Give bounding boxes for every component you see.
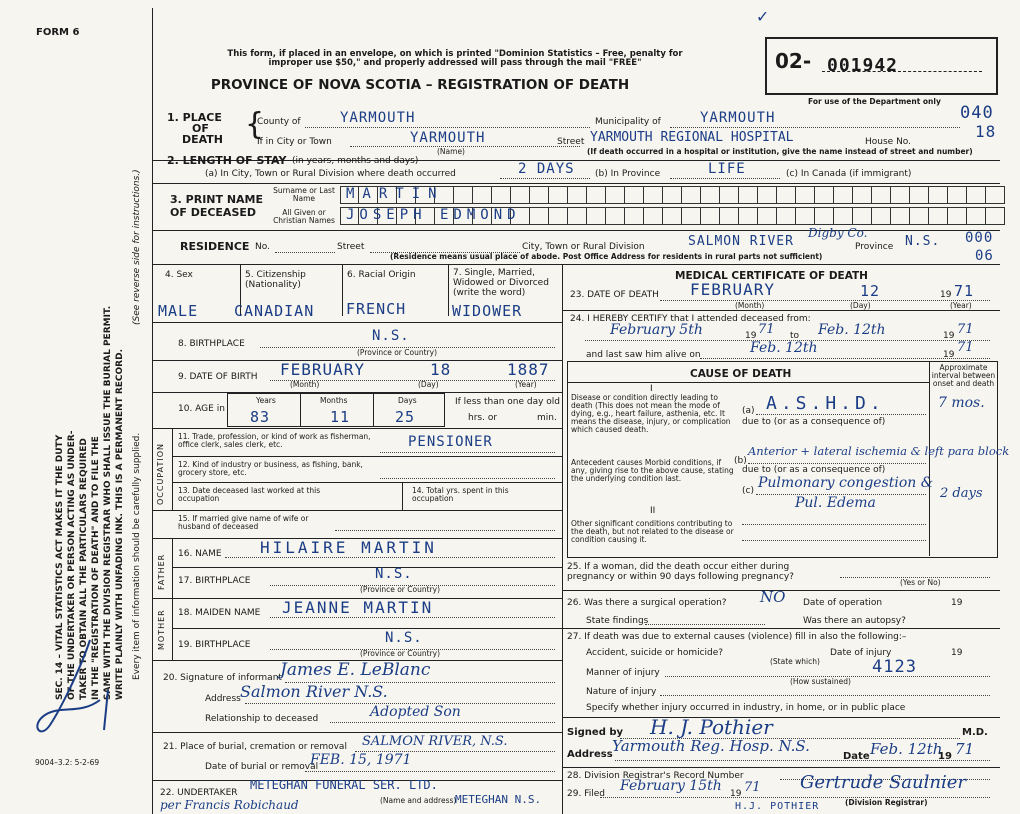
cause-title: CAUSE OF DEATH — [690, 368, 792, 380]
last-saw-date: Feb. 12th — [750, 340, 818, 356]
external-causes-label: 27. If death was due to external causes (violence) fill in also the following:– — [567, 632, 907, 642]
residence-city-label: City, Town or Rural Division — [522, 242, 645, 252]
informant-address: Salmon River N.S. — [240, 682, 388, 701]
surgical-label: 26. Was there a surgical operation? — [567, 598, 727, 608]
street-value: YARMOUTH REGIONAL HOSPITAL — [590, 130, 794, 145]
residence-city: SALMON RIVER — [688, 234, 794, 249]
relationship-value: Adopted Son — [370, 704, 461, 720]
dob-month: FEBRUARY — [280, 360, 366, 379]
interval-label: Approximate interval between onset and death — [931, 363, 996, 388]
operation-date-label: Date of operation — [803, 598, 883, 608]
father-name: HILAIRE MARTIN — [260, 538, 437, 557]
mother-birthplace-label: 19. BIRTHPLACE — [178, 640, 251, 650]
house-value: 18 — [975, 122, 997, 141]
side-line-2: OF THE UNDERTAKER OR PERSON ACTING AS UNDER- — [67, 430, 77, 700]
burial-place: SALMON RIVER, N.S. — [362, 734, 508, 749]
county-value: YARMOUTH — [340, 110, 416, 126]
to-year-prefix: 19 — [943, 331, 955, 341]
last-worked-label: 13. Date deceased last worked at this occupation — [178, 486, 321, 503]
surname-value: MARTIN — [346, 186, 445, 202]
stay-c-label: (c) In Canada (if immigrant) — [786, 169, 912, 179]
accident-label: Accident, suicide or homicide? — [586, 648, 724, 658]
print-name-label: 3. PRINT NAME OF DECEASED — [170, 193, 264, 219]
side-line-1: SEC. 14 – VITAL STATISTICS ACT MAKES IT THE DUTY — [55, 434, 65, 700]
findings-label: State findings — [586, 616, 649, 626]
dob-year-caption: (Year) — [515, 380, 537, 389]
side-line-6: WRITE PLAINLY WITH UNFADING INK. THIS IS A PERMANENT RECORD. — [115, 349, 125, 700]
postal-note: This form, if placed in an envelope, on which is printed "Dominion Statistics – Free, penalty for improper use $50," and properly addressed will pass through the mail "FREE" — [227, 49, 683, 68]
form-number: FORM 6 — [36, 27, 80, 38]
surgical-value: NO — [760, 588, 786, 606]
injury-year-prefix: 19 — [951, 648, 963, 658]
physician-printed-name: H.J. POTHIER — [735, 801, 820, 812]
certify-label: 24. I HEREBY CERTIFY that I attended deceased from: — [570, 314, 811, 324]
registrar-signature: Gertrude Saulnier — [800, 772, 966, 793]
residence-code-b: 06 — [975, 248, 994, 264]
residence-province-label: Province — [855, 242, 894, 252]
yes-no-caption: (Yes or No) — [900, 578, 941, 587]
undertaker-label: 22. UNDERTAKER — [160, 788, 238, 798]
filed-year: 71 — [744, 780, 761, 795]
death-date-label: 23. DATE OF DEATH — [570, 290, 659, 300]
given-label: All Given or Christian Names — [273, 208, 335, 225]
birthplace-label: 8. BIRTHPLACE — [178, 339, 245, 349]
form-title: PROVINCE OF NOVA SCOTIA – REGISTRATION OF DEATH — [210, 77, 630, 93]
wife-label: 15. If married give name of wife or husband of deceased — [178, 514, 309, 531]
residence-code-a: 000 — [965, 230, 994, 246]
birthplace-value: N.S. — [372, 328, 410, 344]
residence-label: RESIDENCE — [180, 240, 250, 253]
due-to-b: due to (or as a consequence of) — [742, 465, 886, 475]
stay-b-label: (b) In Province — [595, 169, 661, 179]
signed-by-label: Signed by — [567, 727, 624, 738]
given-value: JOSEPH EDMOND — [346, 207, 521, 223]
age-months: 11 — [330, 408, 351, 426]
birthplace-caption: (Province or Country) — [357, 348, 437, 357]
form-code: 9004–3.2: 5-2-69 — [35, 758, 100, 767]
direct-cause-label: Disease or condition directly leading to death (This does not mean the mode of dying, e.g., heart failure, asthenia, etc. It means the disease, injury, or complication which caused death. — [571, 393, 731, 434]
death-day: 12 — [860, 282, 881, 300]
burial-place-label: 21. Place of burial, cremation or removal — [163, 742, 347, 752]
age-label: 10. AGE in — [178, 404, 225, 414]
medical-title: MEDICAL CERTIFICATE OF DEATH — [675, 270, 868, 282]
specify-label: Specify whether injury occurred in industry, in home, or in public place — [586, 703, 906, 713]
undertaker-caption: (Name and address) — [380, 796, 457, 805]
sex-label: 4. Sex — [165, 270, 193, 280]
operation-year-prefix: 19 — [951, 598, 963, 608]
death-day-caption: (Day) — [850, 301, 871, 310]
injury-date-label: Date of injury — [830, 648, 892, 658]
reg-prefix: 02- — [775, 49, 812, 73]
less-than-day: If less than one day old — [455, 397, 561, 407]
sex-value: MALE — [158, 302, 199, 320]
dob-day-caption: (Day) — [418, 380, 439, 389]
informant-sig-label: 20. Signature of informant — [163, 673, 282, 683]
marital-value: WIDOWER — [452, 302, 523, 320]
marital-label: 7. Single, Married, Widowed or Divorced (write the word) — [453, 268, 549, 298]
physician-signature: H. J. Pothier — [650, 715, 773, 739]
name-caption: (Name) — [437, 147, 465, 156]
residence-street-label: Street — [337, 242, 365, 252]
burial-date: FEB. 15, 1971 — [310, 752, 412, 768]
age-days: 25 — [395, 408, 416, 426]
age-box: Years Months Days — [227, 393, 445, 427]
cause-a: A.S.H.D. — [766, 393, 885, 414]
residence-province: N.S. — [905, 234, 941, 249]
city-label: If in City or Town — [257, 137, 332, 147]
certificate-date: Feb. 12th — [870, 740, 943, 758]
stay-label: 2. LENGTH OF STAY — [167, 154, 287, 167]
address-label: Address — [567, 749, 613, 760]
place-label: 1. PLACE OF DEATH — [167, 111, 224, 146]
stay-a-value: 2 DAYS — [518, 161, 575, 177]
certificate-year: 71 — [955, 740, 975, 758]
residence-county-annotation: Digby Co. — [808, 226, 868, 240]
check-mark: ✓ — [757, 6, 769, 27]
cause-b: Anterior + lateral ischemia & left para block — [748, 444, 1010, 458]
last-saw-year: 71 — [957, 340, 974, 355]
interval-a: 7 mos. — [938, 395, 985, 411]
father-birthplace-label: 17. BIRTHPLACE — [178, 576, 251, 586]
last-saw-year-prefix: 19 — [943, 350, 955, 360]
father-birthplace: N.S. — [375, 566, 413, 582]
how-sustained-caption: (How sustained) — [790, 677, 851, 686]
maiden-value: JEANNE MARTIN — [282, 598, 434, 617]
surname-label: Surname or Last Name — [273, 186, 335, 203]
trade-value: PENSIONER — [408, 434, 493, 450]
side-every-item: Every item of information should be carefully supplied. — [132, 432, 142, 680]
years-spent-label: 14. Total yrs. spent in this occupation — [412, 486, 509, 503]
registration-number-box — [765, 37, 998, 95]
margin-signature-mark — [20, 630, 110, 740]
death-year-caption: (Year) — [950, 301, 972, 310]
dob-label: 9. DATE OF BIRTH — [178, 372, 258, 382]
filed-label: 29. Filed — [567, 789, 605, 799]
filed-date: February 15th — [620, 778, 722, 794]
antecedent-label: Antecedent causes Morbid conditions, if any, giving rise to the above cause, stating the underlying condition last. — [571, 458, 734, 483]
nature-label: Nature of injury — [586, 687, 657, 697]
informant-addr-label: Address — [205, 694, 241, 704]
municipality-label: Municipality of — [595, 117, 661, 127]
death-year-prefix: 19 — [940, 290, 952, 300]
stay-b-value: LIFE — [708, 161, 746, 177]
attended-from-year: 71 — [758, 322, 775, 337]
county-label: County of — [257, 117, 301, 127]
state-which-caption: (State which) — [770, 657, 820, 666]
undertaker-value: METEGHAN FUNERAL SER. LTD. — [250, 778, 438, 792]
filed-year-prefix: 19 — [730, 789, 742, 799]
dept-use-note: For use of the Department only — [808, 97, 941, 106]
certificate-year-prefix: 19 — [938, 751, 952, 762]
registrar-caption: (Division Registrar) — [845, 798, 928, 807]
from-year-prefix: 19 — [745, 331, 757, 341]
attended-to-year: 71 — [957, 322, 974, 337]
due-to-a: due to (or as a consequence of) — [742, 417, 886, 427]
death-month: FEBRUARY — [690, 280, 776, 299]
cause-c: Pulmonary congestion & — [758, 475, 934, 491]
to-label: to — [790, 331, 800, 341]
attended-to: Feb. 12th — [818, 322, 886, 338]
reg-number: 001942 — [827, 55, 899, 76]
min-label: min. — [537, 413, 557, 423]
stay-a-label: (a) In City, Town or Rural Division where death occurred — [205, 169, 456, 179]
section-II: II — [650, 506, 656, 516]
racial-value: FRENCH — [346, 300, 407, 318]
dob-month-caption: (Month) — [290, 380, 320, 389]
mother-birthplace: N.S. — [385, 630, 423, 646]
cause-a-label: (a) — [742, 406, 755, 416]
side-line-3: TAKER TO OBTAIN ALL THE PARTICULARS REQUIRED — [79, 438, 89, 700]
informant-signature: James E. LeBlanc — [280, 660, 431, 680]
house-label: House No. — [865, 137, 912, 147]
death-year: 71 — [954, 282, 975, 300]
section-I: I — [650, 384, 653, 394]
place-brace: { — [245, 107, 265, 142]
mother-side-label: MOTHER — [157, 609, 166, 650]
industry-label: 12. Kind of industry or business, as fishing, bank, grocery store, etc. — [178, 460, 363, 477]
citizenship-value: CANADIAN — [234, 302, 315, 320]
woman-label: 25. If a woman, did the death occur either during pregnancy or within 90 days following pregnancy? — [567, 562, 794, 582]
side-see-reverse: (See reverse side for instructions.) — [132, 169, 142, 325]
occupation-side-label: OCCUPATION — [156, 442, 165, 505]
physician-address: Yarmouth Reg. Hosp. N.S. — [612, 737, 810, 755]
side-line-4: IN THE "REGISTRATION OF DEATH" AND TO FILE THE — [91, 436, 101, 700]
hospital-note: (If death occurred in a hospital or institution, give the name instead of street and number) — [587, 147, 973, 156]
md-label: M.D. — [962, 727, 988, 738]
death-month-caption: (Month) — [735, 301, 765, 310]
interval-c: 2 days — [940, 486, 983, 501]
age-years: 83 — [250, 408, 271, 426]
dob-day: 18 — [430, 360, 452, 379]
relationship-label: Relationship to deceased — [205, 714, 319, 724]
father-side-label: FATHER — [157, 553, 166, 590]
undertaker-per: per Francis Robichaud — [160, 798, 299, 812]
manner-label: Manner of injury — [586, 668, 660, 678]
cause-b-label: (b) — [734, 456, 747, 466]
attended-from: February 5th — [610, 322, 703, 338]
father-name-label: 16. NAME — [178, 549, 222, 559]
stay-sub: (in years, months and days) — [292, 156, 419, 166]
burial-date-label: Date of burial or removal — [205, 762, 319, 772]
cause-c-2: Pul. Edema — [795, 495, 876, 511]
racial-label: 6. Racial Origin — [347, 270, 416, 280]
father-birthplace-caption: (Province or Country) — [360, 585, 440, 594]
code-040: 040 — [960, 103, 994, 123]
residence-note: (Residence means usual place of abode. Post Office Address for residents in rural parts not sufficient) — [390, 252, 823, 261]
maiden-label: 18. MAIDEN NAME — [178, 608, 261, 618]
residence-no-label: No. — [255, 242, 270, 252]
other-conditions-label: Other significant conditions contributing to the death, but not related to the disease or condition causing it. — [571, 519, 734, 544]
last-saw-label: and last saw him alive on — [586, 350, 701, 360]
mother-birthplace-caption: (Province or Country) — [360, 649, 440, 658]
form-left-border — [152, 8, 153, 814]
column-divider — [562, 264, 563, 814]
side-line-5: SAME WITH THE DIVISION REGISTRAR WHO SHALL ISSUE THE BURIAL PERMIT. — [103, 305, 113, 700]
municipality-value: YARMOUTH — [700, 110, 776, 126]
cause-c-label: (c) — [742, 486, 754, 496]
hrs-label: hrs. or — [468, 413, 498, 423]
citizenship-label: 5. Citizenship (Nationality) — [245, 270, 306, 290]
autopsy-label: Was there an autopsy? — [803, 616, 906, 626]
code-4123: 4123 — [872, 657, 917, 677]
registrar-record-label: 28. Division Registrar's Record Number — [567, 771, 744, 781]
street-label: Street — [557, 137, 585, 147]
date-label-2: Date — [843, 751, 870, 762]
trade-label: 11. Trade, profession, or kind of work as fisherman, office clerk, sales clerk, etc. — [178, 432, 371, 449]
dob-year: 1887 — [507, 360, 550, 379]
city-value: YARMOUTH — [410, 130, 486, 146]
undertaker-address: METEGHAN N.S. — [455, 793, 542, 806]
